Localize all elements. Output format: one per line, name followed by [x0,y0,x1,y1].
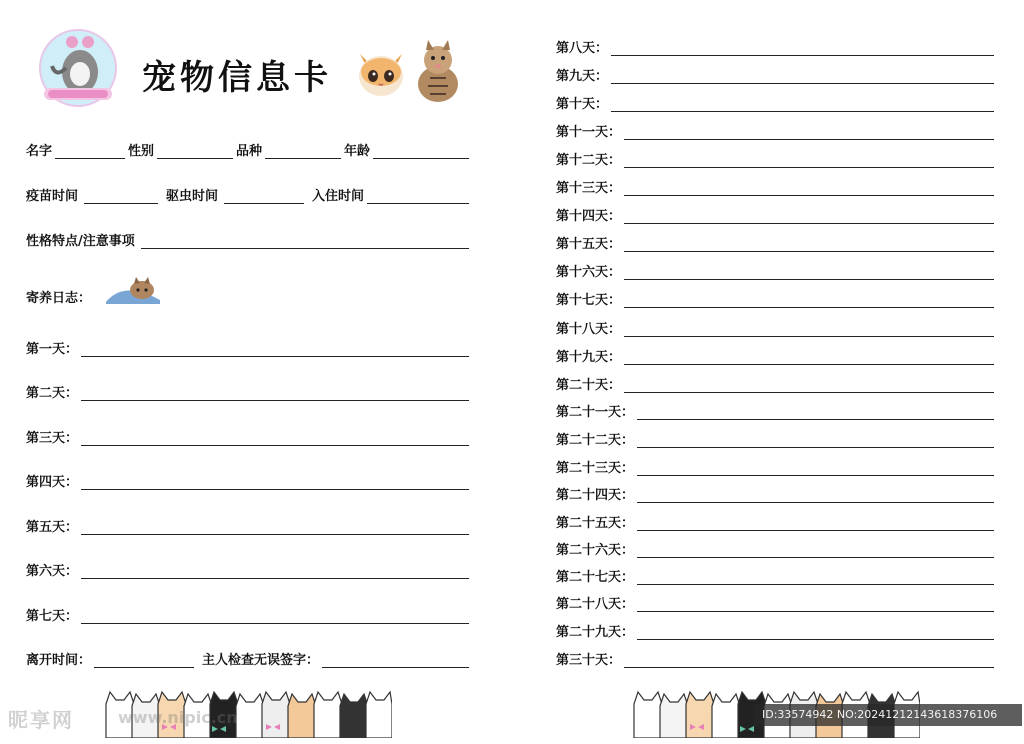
day-label: 第十一天 [556,125,609,140]
day-field[interactable] [81,476,469,490]
day-label: 第二十五天 [556,516,622,531]
personality-label: 性格特点/注意事项 [26,234,135,249]
day-row: 第十四天 ： [556,205,997,224]
day-label: 第二十八天 [556,597,622,612]
day-label: 第一天 [26,342,66,357]
log-label: 寄养日志： [26,291,92,306]
day-field[interactable] [624,323,994,337]
day-row: 第九天 ： [556,65,997,84]
day-label: 第二十七天 [556,570,622,585]
name-field[interactable] [55,145,125,159]
day-row: 第二十二天 ： [556,429,997,448]
day-field[interactable] [624,266,994,280]
day-label: 第十三天 [556,181,609,196]
day-field[interactable] [637,406,994,420]
day-row: 第二天 ： [26,382,472,401]
sign-field[interactable] [322,654,469,668]
tabby-kitten-icon [412,38,464,104]
day-row: 第十二天 ： [556,149,997,168]
day-label: 第九天 [556,69,596,84]
day-field[interactable] [637,598,994,612]
day-field[interactable] [624,126,994,140]
day-field[interactable] [81,432,469,446]
day-row: 第七天 ： [26,605,472,624]
day-row: 第十六天 ： [556,261,997,280]
day-label: 第七天 [26,609,66,624]
day-label: 第二十四天 [556,488,622,503]
day-row: 第二十五天 ： [556,512,997,531]
day-field[interactable] [637,571,994,585]
day-label: 第三十天 [556,653,609,668]
day-field[interactable] [624,654,994,668]
day-field[interactable] [624,238,994,252]
age-field[interactable] [373,145,469,159]
sign-label: 主人检查无误签字： [202,653,320,668]
gender-label: 性别 [128,144,155,159]
day-row: 第二十八天 ： [556,593,997,612]
day-label: 第十七天 [556,293,609,308]
day-label: 第二十天 [556,378,609,393]
day-row: 第二十六天 ： [556,539,997,558]
day-label: 第十九天 [556,350,609,365]
day-field[interactable] [637,517,994,531]
day-label: 第十天 [556,97,596,112]
sleeping-cat-icon [104,274,162,306]
age-label: 年龄 [344,144,371,159]
day-field[interactable] [611,98,994,112]
day-field[interactable] [81,387,469,401]
day-row: 第二十一天 ： [556,401,997,420]
watermark-id: ID:33574942 NO:20241212143618376106 [754,704,1022,726]
day-label: 第十六天 [556,265,609,280]
day-field[interactable] [624,379,994,393]
breed-field[interactable] [265,145,341,159]
day-label: 第三天 [26,431,66,446]
day-label: 第五天 [26,520,66,535]
page-title: 宠物信息卡 [142,58,332,98]
log-heading [26,287,472,306]
day-field[interactable] [637,489,994,503]
health-info-row [26,185,472,204]
day-label: 第十五天 [556,237,609,252]
day-field[interactable] [611,42,994,56]
day-row: 第二十四天 ： [556,484,997,503]
day-label: 第二十三天 [556,461,622,476]
vaccine-label: 疫苗时间 [26,189,79,204]
day-label: 第二十一天 [556,405,622,420]
leave-field[interactable] [94,654,194,668]
breed-label: 品种 [236,144,263,159]
day-row: 第二十三天 ： [556,457,997,476]
day-field[interactable] [624,294,994,308]
day-row: 第十一天 ： [556,121,997,140]
day-field[interactable] [624,210,994,224]
day-field[interactable] [637,626,994,640]
day-field[interactable] [637,544,994,558]
day-row: 第二十天 ： [556,374,997,393]
day-label: 第四天 [26,475,66,490]
basic-info-row [26,140,472,159]
day-row: 第十天 ： [556,93,997,112]
day-field[interactable] [637,434,994,448]
day-row: 第三天 ： [26,427,472,446]
name-label: 名字 [26,144,53,159]
checkin-label: 入住时间 [312,189,365,204]
deworm-field[interactable] [224,190,304,204]
day-row: 第一天 ： [26,338,472,357]
deworm-label: 驱虫时间 [166,189,219,204]
gender-field[interactable] [157,145,233,159]
day-row: 第二十七天 ： [556,566,997,585]
day-row: 第十九天 ： [556,346,997,365]
day-label: 第二天 [26,386,66,401]
day-field[interactable] [81,565,469,579]
kitten-logo-icon [36,28,120,108]
day-row: 第十三天 ： [556,177,997,196]
day-label: 第二十六天 [556,543,622,558]
day-field[interactable] [81,521,469,535]
leave-sign-row [26,649,472,668]
day-row: 第十五天 ： [556,233,997,252]
personality-field[interactable] [141,235,469,249]
day-field[interactable] [624,154,994,168]
day-row: 第十七天 ： [556,289,997,308]
day-label: 第十二天 [556,153,609,168]
personality-row [26,230,472,249]
day-field[interactable] [637,462,994,476]
day-field[interactable] [81,610,469,624]
vaccine-field[interactable] [84,190,158,204]
watermark-brand: 昵享网 [8,708,74,732]
day-label: 第六天 [26,564,66,579]
day-field[interactable] [624,182,994,196]
day-row: 第十八天 ： [556,318,997,337]
day-label: 第八天 [556,41,596,56]
day-row: 第四天 ： [26,471,472,490]
orange-kitten-icon [354,42,408,100]
day-row: 第二十九天 ： [556,621,997,640]
day-label: 第十四天 [556,209,609,224]
checkin-field[interactable] [367,190,469,204]
day-row: 第六天 ： [26,560,472,579]
day-row: 第三十天 ： [556,649,997,668]
watermark-url: www.nipic.cn [118,708,238,727]
day-label: 第十八天 [556,322,609,337]
right-page [512,0,1024,744]
day-row: 第五天 ： [26,516,472,535]
leave-label: 离开时间： [26,653,92,668]
day-field[interactable] [611,70,994,84]
day-field[interactable] [81,343,469,357]
day-label: 第二十二天 [556,433,622,448]
day-row: 第八天 ： [556,37,997,56]
day-label: 第二十九天 [556,625,622,640]
day-field[interactable] [624,351,994,365]
